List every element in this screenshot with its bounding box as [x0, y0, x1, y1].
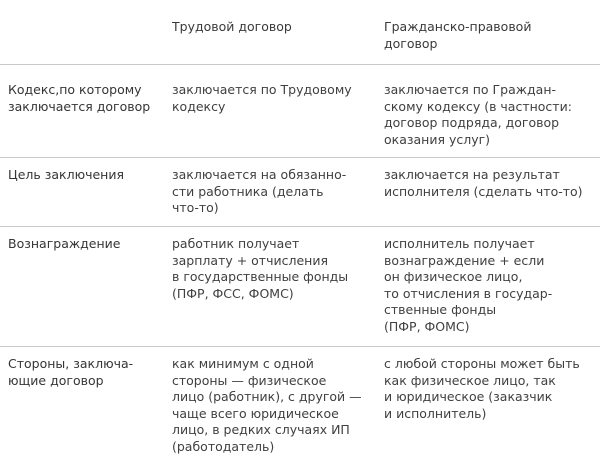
row-parties-civil-text: с любой стороны может быть как физическое лицо, так и юридическое (заказчик и исполнитель): [384, 356, 580, 421]
row-divider: [0, 346, 600, 347]
row-label-parties: Стороны, заключа- ющие договор: [8, 356, 134, 388]
row-remuneration-civil-text: исполнитель получает вознаграждение + если он физическое лицо, то отчисления в государ- ственные фонды (ПФР, ФОМС): [384, 236, 553, 334]
row-divider: [0, 226, 600, 227]
row-divider: [0, 157, 600, 158]
row-label-code: Кодекс,по которому заключается договор: [8, 82, 151, 114]
header-labor-contract: Трудовой договор: [172, 19, 292, 34]
row-purpose-labor-text: заключается на обязанно- сти работника (делать что-то): [172, 167, 347, 215]
row-label-remuneration: Вознаграждение: [8, 236, 121, 251]
row-label-purpose: Цель заключения: [8, 167, 124, 182]
row-remuneration-labor-text: работник получает зарплату + отчисления в государственные фонды (ПФР, ФСС, ФОМС): [172, 236, 349, 301]
row-code-labor-text: заключается по Трудовому кодексу: [172, 82, 352, 114]
row-code-civil-text: заключается по Граждан- скому кодексу (в частности: договор подряда, договор оказания услуг): [384, 82, 572, 147]
header-divider: [0, 64, 600, 65]
row-purpose-civil-text: заключается на результат исполнителя (сделать что-то): [384, 167, 583, 199]
row-parties-labor-text: как минимум с одной стороны — физическое лицо (работник), с другой — чаще всего юридическое лицо, в редких случаях ИП (работодатель): [172, 356, 362, 454]
header-civil-contract: Гражданско-правовой договор: [384, 19, 532, 51]
